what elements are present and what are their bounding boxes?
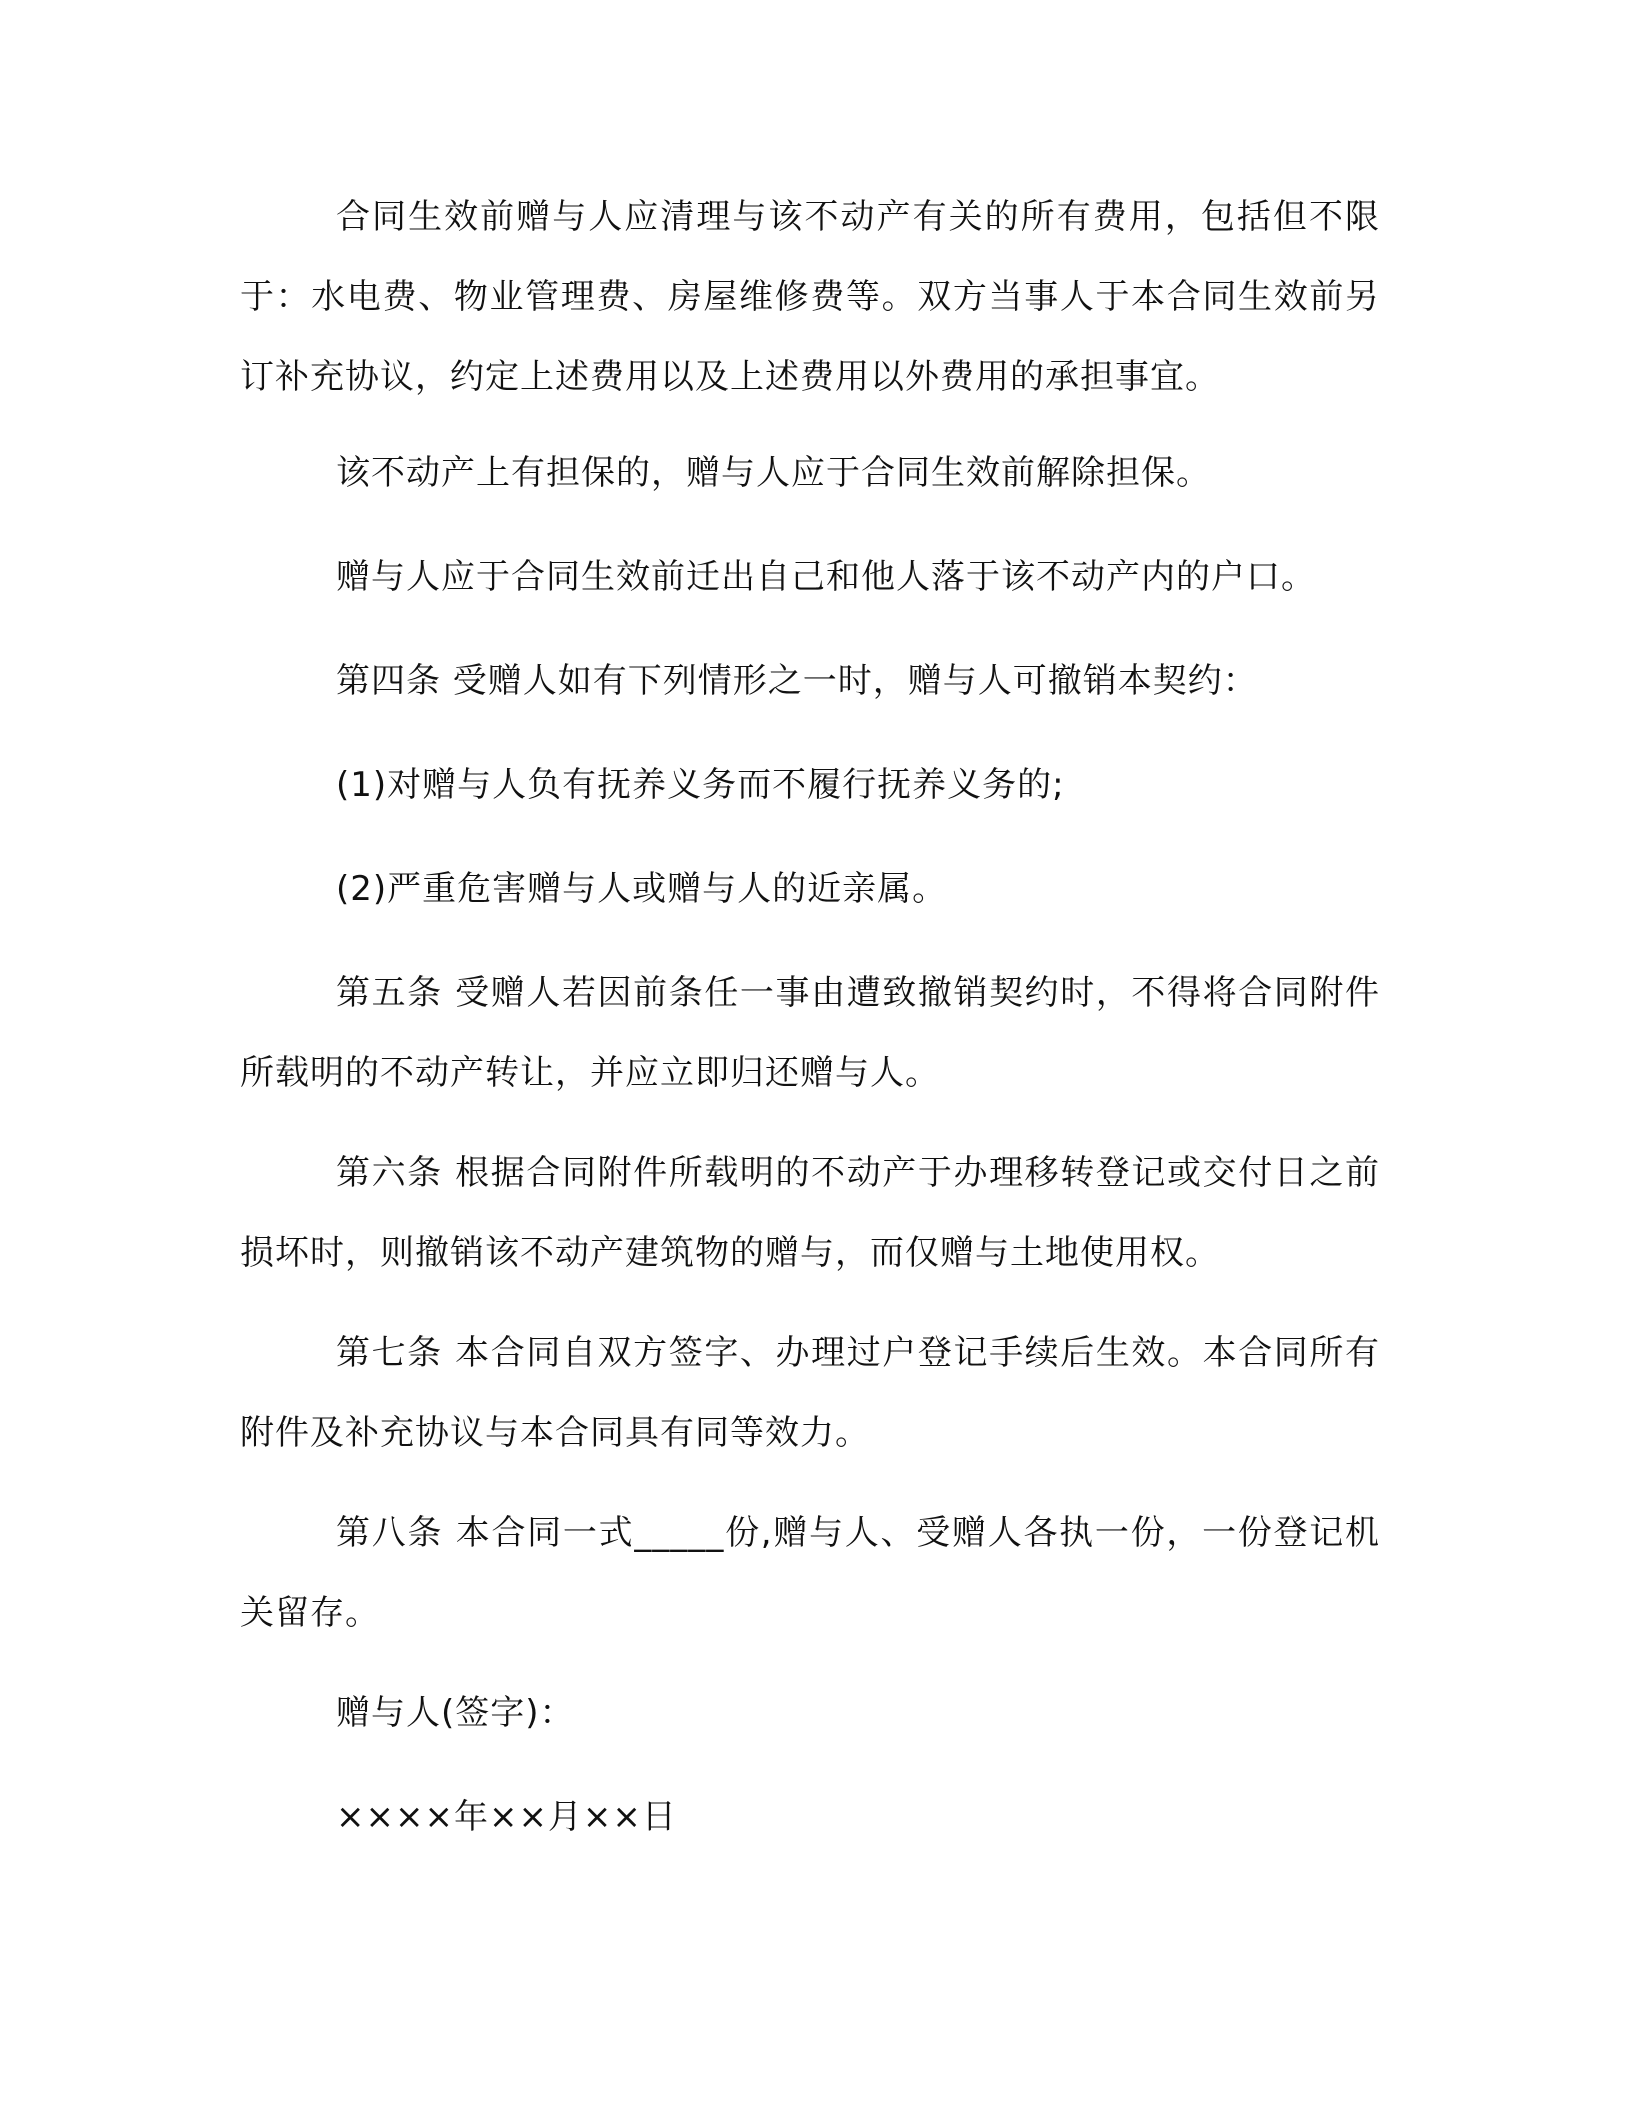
paragraph-article-8: 第八条 本合同一式_____份,赠与人、受赠人各执一份，一份登记机关留存。 [240,1513,1380,1633]
paragraph-article-6: 第六条 根据合同附件所载明的不动产于办理移转登记或交付日之前损坏时，则撤销该不动产建筑物的赠与，而仅赠与土地使用权。 [240,1153,1380,1273]
paragraph-article-7: 第七条 本合同自双方签字、办理过户登记手续后生效。本合同所有附件及补充协议与本合同具有同等效力。 [240,1333,1380,1453]
paragraph-article-4-item-1: (1)对赠与人负有抚养义务而不履行抚养义务的; [336,765,1065,805]
paragraph-article-4: 第四条 受赠人如有下列情形之一时，赠与人可撤销本契约： [336,661,1258,701]
paragraph-article-4-item-2: (2)严重危害赠与人或赠与人的近亲属。 [336,869,948,909]
date-line: ××××年××月××日 [336,1797,677,1837]
paragraph-mortgage-clause: 该不动产上有担保的，赠与人应于合同生效前解除担保。 [336,453,1211,493]
donor-signature-line: 赠与人(签字)： [336,1693,575,1733]
paragraph-article-5: 第五条 受赠人若因前条任一事由遭致撤销契约时，不得将合同附件所载明的不动产转让，并应立即归还赠与人。 [240,973,1380,1093]
paragraph-expenses-clause: 合同生效前赠与人应清理与该不动产有关的所有费用，包括但不限于：水电费、物业管理费、房屋维修费等。双方当事人于本合同生效前另订补充协议，约定上述费用以及上述费用以外费用的承担事宜。 [240,197,1380,397]
paragraph-household-registration-clause: 赠与人应于合同生效前迁出自己和他人落于该不动产内的户口。 [336,557,1316,597]
